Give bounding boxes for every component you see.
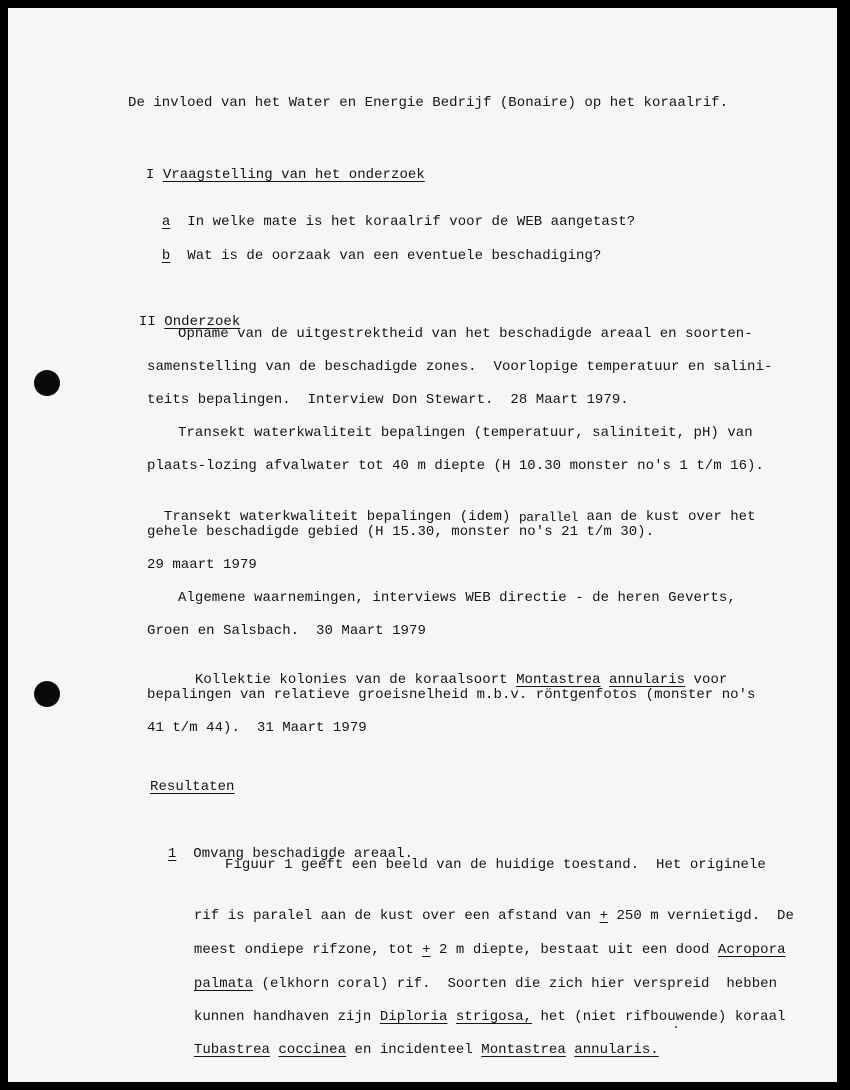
paragraph-text: rif is paralel aan de kust over een afstand van xyxy=(193,908,592,924)
paragraph-text: en incidenteel xyxy=(354,1042,473,1058)
paragraph-line: Transekt waterkwaliteit bepalingen (temperatuur, saliniteit, pH) van xyxy=(178,425,753,441)
species-tubastrea: Tubastrea xyxy=(193,1042,270,1058)
question-b xyxy=(145,229,601,265)
paragraph-line xyxy=(178,653,727,689)
paper-speck xyxy=(675,1026,677,1028)
question-a xyxy=(145,195,635,231)
question-a-label: a xyxy=(161,214,171,230)
punch-hole-top xyxy=(34,370,60,396)
paragraph-line: gehele beschadigde gebied (H 15.30, monster no's 21 t/m 30). xyxy=(147,524,655,540)
paragraph-line xyxy=(177,990,786,1026)
species-genus: Montastrea xyxy=(516,672,601,688)
species-coccinea: coccinea xyxy=(278,1042,347,1058)
section-2-numeral: II xyxy=(138,314,156,330)
paragraph-text: aan de kust over het xyxy=(586,509,756,525)
section-1-title: Vraagstelling van het onderzoek xyxy=(162,167,425,183)
paragraph-line xyxy=(177,1023,659,1059)
question-b-text: Wat is de oorzaak van een eventuele beschadiging? xyxy=(187,248,602,264)
plus-minus-sign: + xyxy=(599,908,609,924)
date-line: 29 maart 1979 xyxy=(147,557,257,573)
punch-hole-bottom xyxy=(34,681,60,707)
paragraph-line: plaats-lozing afvalwater tot 40 m diepte (H 10.30 monster no's 1 t/m 16). xyxy=(147,458,764,474)
paragraph-text: meest ondiepe rifzone, tot xyxy=(193,942,414,958)
paragraph-text: 250 m vernietigd. De xyxy=(616,908,794,924)
paragraph-text: Transekt waterkwaliteit bepalingen (idem) xyxy=(163,509,511,525)
paragraph-line: samenstelling van de beschadigde zones. Voorlopige temperatuur en salini- xyxy=(147,359,773,375)
paragraph-text: kunnen handhaven zijn xyxy=(193,1009,372,1025)
question-a-text: In welke mate is het koraalrif voor de WEB aangetast? xyxy=(187,214,636,230)
section-2-title: Onderzoek xyxy=(164,314,241,330)
paragraph-line: Groen en Salsbach. 30 Maart 1979 xyxy=(147,623,426,639)
paragraph-line: Algemene waarnemingen, interviews WEB directie - de heren Geverts, xyxy=(178,590,736,606)
paragraph-line xyxy=(177,923,786,959)
inserted-word: parallel xyxy=(518,510,579,525)
results-item-number: 1 xyxy=(167,846,177,862)
document-title: De invloed van het Water en Energie Bedrijf (Bonaire) op het koraalrif. xyxy=(128,95,729,111)
paragraph-line xyxy=(177,889,794,925)
species-montastrea: Montastrea xyxy=(481,1042,566,1058)
paragraph-text: Kollektie kolonies van de koraalsoort xyxy=(194,672,508,688)
paragraph-line xyxy=(147,490,756,526)
paragraph-line: Opname van de uitgestrektheid van het beschadigde areaal en soorten- xyxy=(178,326,753,342)
species-strigosa: strigosa, xyxy=(455,1009,532,1025)
paragraph-text: het (niet rifbouwende) koraal xyxy=(540,1009,786,1025)
species-acropora: Acropora xyxy=(717,942,786,958)
species-diploria: Diploria xyxy=(379,1009,448,1025)
species-palmata: palmata xyxy=(193,976,254,992)
paragraph-text: 2 m diepte, bestaat uit een dood xyxy=(439,942,710,958)
section-1-numeral: I xyxy=(145,167,155,183)
species-annularis: annularis. xyxy=(574,1042,659,1058)
results-item-title: Omvang beschadigde areaal. xyxy=(193,846,414,862)
paragraph-line: bepalingen van relatieve groeisnelheid m.b.v. röntgenfotos (monster no's xyxy=(147,687,756,703)
question-b-label: b xyxy=(161,248,171,264)
results-heading: Resultaten xyxy=(150,779,235,795)
plus-minus-sign: + xyxy=(422,942,431,958)
paragraph-line: 41 t/m 44). 31 Maart 1979 xyxy=(147,720,367,736)
paragraph-line: teits bepalingen. Interview Don Stewart. 28 Maart 1979. xyxy=(147,392,629,408)
species-epithet: annularis xyxy=(609,672,686,688)
paragraph-line: Figuur 1 geeft een beeld van de huidige toestand. Het originele xyxy=(225,857,766,873)
paragraph-line xyxy=(177,957,777,993)
paragraph-text: voor xyxy=(693,672,728,688)
section-1-heading xyxy=(129,148,425,184)
paragraph-text: (elkhorn coral) rif. Soorten die zich hier verspreid hebben xyxy=(261,976,778,992)
